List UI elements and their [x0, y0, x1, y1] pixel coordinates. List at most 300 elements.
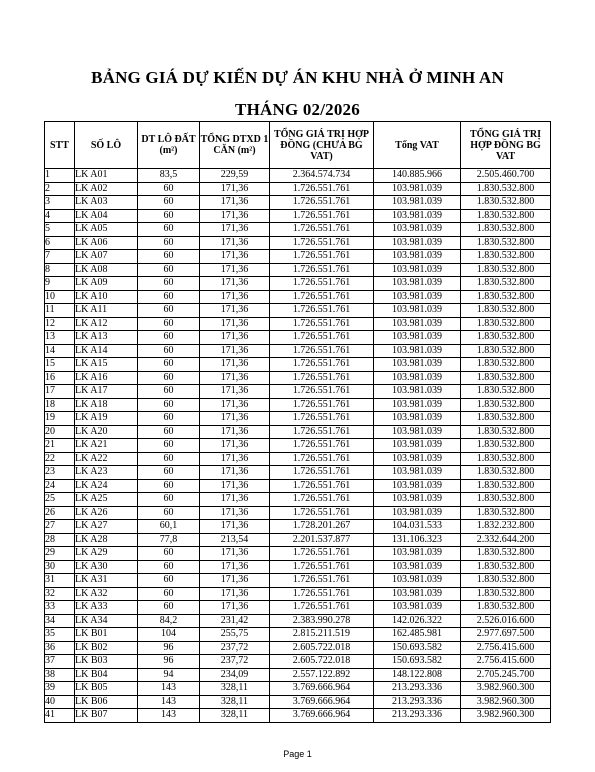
- cell-floor-area: 171,36: [200, 601, 270, 615]
- cell-floor-area: 171,36: [200, 331, 270, 345]
- cell-total-incl-vat: 1.830.532.800: [461, 574, 551, 588]
- cell-total-excl-vat: 3.769.666.964: [270, 695, 374, 709]
- cell-lot: LK A03: [75, 196, 138, 210]
- cell-vat: 103.981.039: [374, 371, 461, 385]
- cell-total-incl-vat: 1.830.532.800: [461, 196, 551, 210]
- cell-land-area: 143: [138, 709, 200, 723]
- cell-vat: 213.293.336: [374, 709, 461, 723]
- cell-total-excl-vat: 1.726.551.761: [270, 196, 374, 210]
- cell-stt: 31: [45, 574, 75, 588]
- cell-land-area: 83,5: [138, 169, 200, 183]
- table-row: [45, 506, 551, 520]
- cell-total-incl-vat: 1.830.532.800: [461, 223, 551, 237]
- cell-lot: LK A06: [75, 236, 138, 250]
- cell-lot: LK B04: [75, 668, 138, 682]
- cell-land-area: 60: [138, 317, 200, 331]
- cell-stt: 41: [45, 709, 75, 723]
- cell-floor-area: 171,36: [200, 479, 270, 493]
- cell-total-incl-vat: 1.830.532.800: [461, 560, 551, 574]
- cell-lot: LK B02: [75, 641, 138, 655]
- table-row: [45, 331, 551, 345]
- table-header-row: [45, 122, 551, 169]
- cell-stt: 25: [45, 493, 75, 507]
- cell-floor-area: 171,36: [200, 493, 270, 507]
- cell-total-excl-vat: 1.726.551.761: [270, 560, 374, 574]
- cell-vat: 103.981.039: [374, 547, 461, 561]
- cell-total-incl-vat: 1.830.532.800: [461, 182, 551, 196]
- cell-vat: 103.981.039: [374, 479, 461, 493]
- cell-total-incl-vat: 1.830.532.800: [461, 385, 551, 399]
- cell-floor-area: 171,36: [200, 358, 270, 372]
- cell-vat: 103.981.039: [374, 223, 461, 237]
- cell-total-incl-vat: 1.830.532.800: [461, 358, 551, 372]
- table-row: [45, 250, 551, 264]
- cell-total-incl-vat: 1.830.532.800: [461, 290, 551, 304]
- cell-floor-area: 171,36: [200, 182, 270, 196]
- cell-lot: LK B06: [75, 695, 138, 709]
- cell-stt: 1: [45, 169, 75, 183]
- cell-stt: 20: [45, 425, 75, 439]
- cell-total-incl-vat: 2.505.460.700: [461, 169, 551, 183]
- cell-lot: LK A22: [75, 452, 138, 466]
- cell-land-area: 60: [138, 574, 200, 588]
- cell-lot: LK A02: [75, 182, 138, 196]
- cell-vat: 131.106.323: [374, 533, 461, 547]
- cell-lot: LK A25: [75, 493, 138, 507]
- table-row: [45, 277, 551, 291]
- cell-total-excl-vat: 1.726.551.761: [270, 452, 374, 466]
- table-row: [45, 371, 551, 385]
- header-total-incl-vat: TỔNG GIÁ TRỊ HỢP ĐỒNG BG VAT: [461, 122, 551, 169]
- cell-vat: 213.293.336: [374, 695, 461, 709]
- cell-total-incl-vat: 3.982.960.300: [461, 682, 551, 696]
- cell-lot: LK B03: [75, 655, 138, 669]
- cell-vat: 104.031.533: [374, 520, 461, 534]
- cell-stt: 2: [45, 182, 75, 196]
- cell-total-excl-vat: 1.728.201.267: [270, 520, 374, 534]
- cell-total-incl-vat: 1.830.532.800: [461, 331, 551, 345]
- cell-total-incl-vat: 2.756.415.600: [461, 655, 551, 669]
- cell-total-incl-vat: 1.830.532.800: [461, 466, 551, 480]
- cell-land-area: 60: [138, 331, 200, 345]
- cell-lot: LK A24: [75, 479, 138, 493]
- cell-land-area: 60: [138, 371, 200, 385]
- cell-total-excl-vat: 1.726.551.761: [270, 601, 374, 615]
- cell-land-area: 60: [138, 250, 200, 264]
- cell-land-area: 60: [138, 506, 200, 520]
- cell-land-area: 60: [138, 344, 200, 358]
- cell-vat: 103.981.039: [374, 209, 461, 223]
- cell-total-excl-vat: 1.726.551.761: [270, 290, 374, 304]
- cell-stt: 16: [45, 371, 75, 385]
- table-row: [45, 169, 551, 183]
- cell-land-area: 143: [138, 695, 200, 709]
- cell-total-excl-vat: 1.726.551.761: [270, 277, 374, 291]
- table-row: [45, 668, 551, 682]
- cell-vat: 103.981.039: [374, 331, 461, 345]
- cell-lot: LK A13: [75, 331, 138, 345]
- cell-total-excl-vat: 1.726.551.761: [270, 250, 374, 264]
- cell-vat: 140.885.966: [374, 169, 461, 183]
- table-row: [45, 439, 551, 453]
- cell-total-incl-vat: 1.830.532.800: [461, 263, 551, 277]
- cell-lot: LK A33: [75, 601, 138, 615]
- cell-lot: LK A27: [75, 520, 138, 534]
- cell-land-area: 60: [138, 587, 200, 601]
- cell-vat: 103.981.039: [374, 493, 461, 507]
- cell-lot: LK A19: [75, 412, 138, 426]
- cell-stt: 11: [45, 304, 75, 318]
- cell-total-incl-vat: 1.830.532.800: [461, 547, 551, 561]
- cell-floor-area: 171,36: [200, 236, 270, 250]
- cell-stt: 30: [45, 560, 75, 574]
- table-row: [45, 223, 551, 237]
- cell-total-incl-vat: 1.830.532.800: [461, 277, 551, 291]
- cell-land-area: 60: [138, 385, 200, 399]
- cell-lot: LK A21: [75, 439, 138, 453]
- cell-total-excl-vat: 1.726.551.761: [270, 506, 374, 520]
- cell-land-area: 60: [138, 601, 200, 615]
- cell-land-area: 60: [138, 547, 200, 561]
- cell-floor-area: 171,36: [200, 250, 270, 264]
- cell-lot: LK A17: [75, 385, 138, 399]
- cell-vat: 103.981.039: [374, 304, 461, 318]
- cell-vat: 103.981.039: [374, 182, 461, 196]
- cell-floor-area: 171,36: [200, 547, 270, 561]
- cell-lot: LK A07: [75, 250, 138, 264]
- cell-vat: 103.981.039: [374, 574, 461, 588]
- table-row: [45, 682, 551, 696]
- cell-floor-area: 171,36: [200, 344, 270, 358]
- cell-total-excl-vat: 2.201.537.877: [270, 533, 374, 547]
- table-row: [45, 344, 551, 358]
- cell-land-area: 143: [138, 682, 200, 696]
- cell-total-incl-vat: 2.526.016.600: [461, 614, 551, 628]
- table-row: [45, 493, 551, 507]
- table-row: [45, 520, 551, 534]
- cell-vat: 103.981.039: [374, 196, 461, 210]
- table-row: [45, 358, 551, 372]
- cell-total-excl-vat: 1.726.551.761: [270, 182, 374, 196]
- table-row: [45, 182, 551, 196]
- cell-stt: 29: [45, 547, 75, 561]
- cell-lot: LK B01: [75, 628, 138, 642]
- cell-lot: LK B05: [75, 682, 138, 696]
- cell-land-area: 96: [138, 641, 200, 655]
- cell-stt: 19: [45, 412, 75, 426]
- cell-lot: LK A05: [75, 223, 138, 237]
- cell-stt: 18: [45, 398, 75, 412]
- cell-floor-area: 237,72: [200, 641, 270, 655]
- cell-land-area: 77,8: [138, 533, 200, 547]
- cell-floor-area: 171,36: [200, 317, 270, 331]
- cell-land-area: 60: [138, 493, 200, 507]
- cell-total-excl-vat: 2.557.122.892: [270, 668, 374, 682]
- cell-total-incl-vat: 1.832.232.800: [461, 520, 551, 534]
- header-stt: STT: [45, 122, 75, 169]
- cell-lot: LK A29: [75, 547, 138, 561]
- cell-floor-area: 171,36: [200, 196, 270, 210]
- cell-total-excl-vat: 1.726.551.761: [270, 331, 374, 345]
- table-row: [45, 641, 551, 655]
- cell-lot: LK A30: [75, 560, 138, 574]
- cell-stt: 26: [45, 506, 75, 520]
- table-row: [45, 290, 551, 304]
- header-total-excl-vat: TỔNG GIÁ TRỊ HỢP ĐỒNG (CHƯA BG VAT): [270, 122, 374, 169]
- cell-land-area: 60: [138, 304, 200, 318]
- cell-total-incl-vat: 1.830.532.800: [461, 587, 551, 601]
- cell-total-excl-vat: 1.726.551.761: [270, 317, 374, 331]
- cell-total-incl-vat: 1.830.532.800: [461, 425, 551, 439]
- cell-land-area: 60: [138, 466, 200, 480]
- table-row: [45, 533, 551, 547]
- cell-total-excl-vat: 2.815.211.519: [270, 628, 374, 642]
- cell-total-excl-vat: 2.364.574.734: [270, 169, 374, 183]
- cell-vat: 103.981.039: [374, 587, 461, 601]
- cell-floor-area: 171,36: [200, 425, 270, 439]
- cell-total-excl-vat: 1.726.551.761: [270, 412, 374, 426]
- cell-total-excl-vat: 1.726.551.761: [270, 236, 374, 250]
- cell-land-area: 84,2: [138, 614, 200, 628]
- cell-vat: 103.981.039: [374, 290, 461, 304]
- cell-floor-area: 171,36: [200, 466, 270, 480]
- cell-floor-area: 171,36: [200, 290, 270, 304]
- cell-floor-area: 171,36: [200, 574, 270, 588]
- cell-land-area: 60: [138, 452, 200, 466]
- cell-stt: 23: [45, 466, 75, 480]
- cell-land-area: 60: [138, 182, 200, 196]
- cell-floor-area: 171,36: [200, 506, 270, 520]
- cell-lot: LK A12: [75, 317, 138, 331]
- cell-total-excl-vat: 2.605.722.018: [270, 641, 374, 655]
- cell-vat: 103.981.039: [374, 412, 461, 426]
- cell-lot: LK A23: [75, 466, 138, 480]
- cell-stt: 24: [45, 479, 75, 493]
- cell-land-area: 60,1: [138, 520, 200, 534]
- cell-total-incl-vat: 1.830.532.800: [461, 493, 551, 507]
- table-row: [45, 695, 551, 709]
- cell-floor-area: 171,36: [200, 277, 270, 291]
- cell-total-incl-vat: 1.830.532.800: [461, 439, 551, 453]
- table-row: [45, 317, 551, 331]
- document-title: BẢNG GIÁ DỰ KIẾN DỰ ÁN KHU NHÀ Ở MINH AN: [91, 68, 504, 87]
- cell-total-incl-vat: 2.977.697.500: [461, 628, 551, 642]
- cell-total-excl-vat: 1.726.551.761: [270, 398, 374, 412]
- price-table: [44, 121, 551, 723]
- cell-stt: 40: [45, 695, 75, 709]
- cell-floor-area: 213,54: [200, 533, 270, 547]
- cell-land-area: 60: [138, 398, 200, 412]
- cell-total-excl-vat: 1.726.551.761: [270, 466, 374, 480]
- cell-vat: 148.122.808: [374, 668, 461, 682]
- cell-land-area: 60: [138, 479, 200, 493]
- cell-land-area: 60: [138, 358, 200, 372]
- cell-vat: 103.981.039: [374, 344, 461, 358]
- cell-floor-area: 171,36: [200, 209, 270, 223]
- cell-vat: 103.981.039: [374, 277, 461, 291]
- cell-lot: LK A26: [75, 506, 138, 520]
- cell-total-incl-vat: 1.830.532.800: [461, 209, 551, 223]
- cell-floor-area: 237,72: [200, 655, 270, 669]
- cell-land-area: 60: [138, 425, 200, 439]
- cell-vat: 103.981.039: [374, 601, 461, 615]
- cell-stt: 3: [45, 196, 75, 210]
- cell-stt: 32: [45, 587, 75, 601]
- cell-stt: 33: [45, 601, 75, 615]
- cell-total-incl-vat: 1.830.532.800: [461, 412, 551, 426]
- cell-total-incl-vat: 1.830.532.800: [461, 317, 551, 331]
- cell-floor-area: 171,36: [200, 587, 270, 601]
- cell-floor-area: 229,59: [200, 169, 270, 183]
- cell-stt: 35: [45, 628, 75, 642]
- cell-vat: 103.981.039: [374, 385, 461, 399]
- cell-stt: 27: [45, 520, 75, 534]
- cell-total-excl-vat: 1.726.551.761: [270, 587, 374, 601]
- cell-lot: LK A28: [75, 533, 138, 547]
- cell-lot: LK A08: [75, 263, 138, 277]
- cell-land-area: 104: [138, 628, 200, 642]
- cell-total-incl-vat: 3.982.960.300: [461, 709, 551, 723]
- table-row: [45, 628, 551, 642]
- cell-stt: 34: [45, 614, 75, 628]
- cell-lot: LK A34: [75, 614, 138, 628]
- cell-lot: LK A31: [75, 574, 138, 588]
- cell-floor-area: 171,36: [200, 398, 270, 412]
- cell-stt: 37: [45, 655, 75, 669]
- cell-total-excl-vat: 3.769.666.964: [270, 682, 374, 696]
- cell-total-incl-vat: 3.982.960.300: [461, 695, 551, 709]
- cell-total-excl-vat: 2.383.990.278: [270, 614, 374, 628]
- cell-stt: 9: [45, 277, 75, 291]
- cell-floor-area: 171,36: [200, 371, 270, 385]
- cell-total-excl-vat: 3.769.666.964: [270, 709, 374, 723]
- cell-floor-area: 171,36: [200, 452, 270, 466]
- cell-floor-area: 171,36: [200, 520, 270, 534]
- table-row: [45, 196, 551, 210]
- table-row: [45, 304, 551, 318]
- cell-lot: LK A11: [75, 304, 138, 318]
- cell-stt: 39: [45, 682, 75, 696]
- cell-stt: 38: [45, 668, 75, 682]
- cell-total-incl-vat: 1.830.532.800: [461, 601, 551, 615]
- table-row: [45, 452, 551, 466]
- cell-lot: LK A20: [75, 425, 138, 439]
- cell-total-incl-vat: 1.830.532.800: [461, 479, 551, 493]
- cell-floor-area: 255,75: [200, 628, 270, 642]
- cell-vat: 103.981.039: [374, 263, 461, 277]
- cell-floor-area: 328,11: [200, 682, 270, 696]
- table-row: [45, 587, 551, 601]
- cell-floor-area: 171,36: [200, 304, 270, 318]
- cell-total-excl-vat: 1.726.551.761: [270, 547, 374, 561]
- header-floor-area: TỔNG DTXD 1 CĂN (m²): [200, 122, 270, 169]
- cell-land-area: 60: [138, 439, 200, 453]
- table-row: [45, 547, 551, 561]
- cell-stt: 21: [45, 439, 75, 453]
- cell-land-area: 96: [138, 655, 200, 669]
- table-row: [45, 412, 551, 426]
- cell-total-incl-vat: 1.830.532.800: [461, 371, 551, 385]
- cell-stt: 36: [45, 641, 75, 655]
- cell-land-area: 60: [138, 560, 200, 574]
- cell-total-excl-vat: 1.726.551.761: [270, 493, 374, 507]
- cell-floor-area: 234,09: [200, 668, 270, 682]
- cell-stt: 7: [45, 250, 75, 264]
- cell-total-incl-vat: 1.830.532.800: [461, 452, 551, 466]
- table-row: [45, 385, 551, 399]
- cell-total-excl-vat: 1.726.551.761: [270, 304, 374, 318]
- cell-total-incl-vat: 1.830.532.800: [461, 236, 551, 250]
- cell-total-excl-vat: 1.726.551.761: [270, 358, 374, 372]
- table-row: [45, 601, 551, 615]
- cell-total-incl-vat: 2.756.415.600: [461, 641, 551, 655]
- table-row: [45, 236, 551, 250]
- cell-vat: 103.981.039: [374, 317, 461, 331]
- cell-land-area: 94: [138, 668, 200, 682]
- cell-lot: LK A32: [75, 587, 138, 601]
- cell-land-area: 60: [138, 277, 200, 291]
- cell-stt: 13: [45, 331, 75, 345]
- cell-stt: 4: [45, 209, 75, 223]
- cell-floor-area: 171,36: [200, 385, 270, 399]
- cell-land-area: 60: [138, 236, 200, 250]
- table-row: [45, 560, 551, 574]
- cell-stt: 8: [45, 263, 75, 277]
- cell-floor-area: 231,42: [200, 614, 270, 628]
- cell-land-area: 60: [138, 223, 200, 237]
- cell-vat: 103.981.039: [374, 398, 461, 412]
- cell-vat: 103.981.039: [374, 358, 461, 372]
- cell-total-incl-vat: 1.830.532.800: [461, 398, 551, 412]
- cell-total-excl-vat: 1.726.551.761: [270, 371, 374, 385]
- cell-floor-area: 171,36: [200, 560, 270, 574]
- page-number: Page 1: [283, 749, 312, 759]
- cell-total-incl-vat: 1.830.532.800: [461, 250, 551, 264]
- header-land-area: DT LÔ ĐẤT (m²): [138, 122, 200, 169]
- cell-floor-area: 171,36: [200, 439, 270, 453]
- cell-lot: LK A15: [75, 358, 138, 372]
- cell-land-area: 60: [138, 290, 200, 304]
- cell-total-excl-vat: 2.605.722.018: [270, 655, 374, 669]
- table-row: [45, 466, 551, 480]
- table-row: [45, 398, 551, 412]
- cell-vat: 150.693.582: [374, 641, 461, 655]
- cell-total-excl-vat: 1.726.551.761: [270, 425, 374, 439]
- cell-total-incl-vat: 1.830.532.800: [461, 304, 551, 318]
- cell-total-excl-vat: 1.726.551.761: [270, 385, 374, 399]
- cell-total-excl-vat: 1.726.551.761: [270, 344, 374, 358]
- cell-stt: 22: [45, 452, 75, 466]
- cell-lot: LK A14: [75, 344, 138, 358]
- cell-floor-area: 171,36: [200, 223, 270, 237]
- cell-floor-area: 328,11: [200, 695, 270, 709]
- table-row: [45, 479, 551, 493]
- cell-lot: LK A04: [75, 209, 138, 223]
- table-row: [45, 574, 551, 588]
- cell-vat: 150.693.582: [374, 655, 461, 669]
- cell-vat: 103.981.039: [374, 452, 461, 466]
- cell-stt: 17: [45, 385, 75, 399]
- cell-stt: 15: [45, 358, 75, 372]
- cell-stt: 14: [45, 344, 75, 358]
- cell-vat: 103.981.039: [374, 506, 461, 520]
- cell-stt: 28: [45, 533, 75, 547]
- cell-vat: 103.981.039: [374, 439, 461, 453]
- cell-lot: LK A16: [75, 371, 138, 385]
- cell-total-excl-vat: 1.726.551.761: [270, 574, 374, 588]
- cell-floor-area: 171,36: [200, 412, 270, 426]
- cell-total-excl-vat: 1.726.551.761: [270, 223, 374, 237]
